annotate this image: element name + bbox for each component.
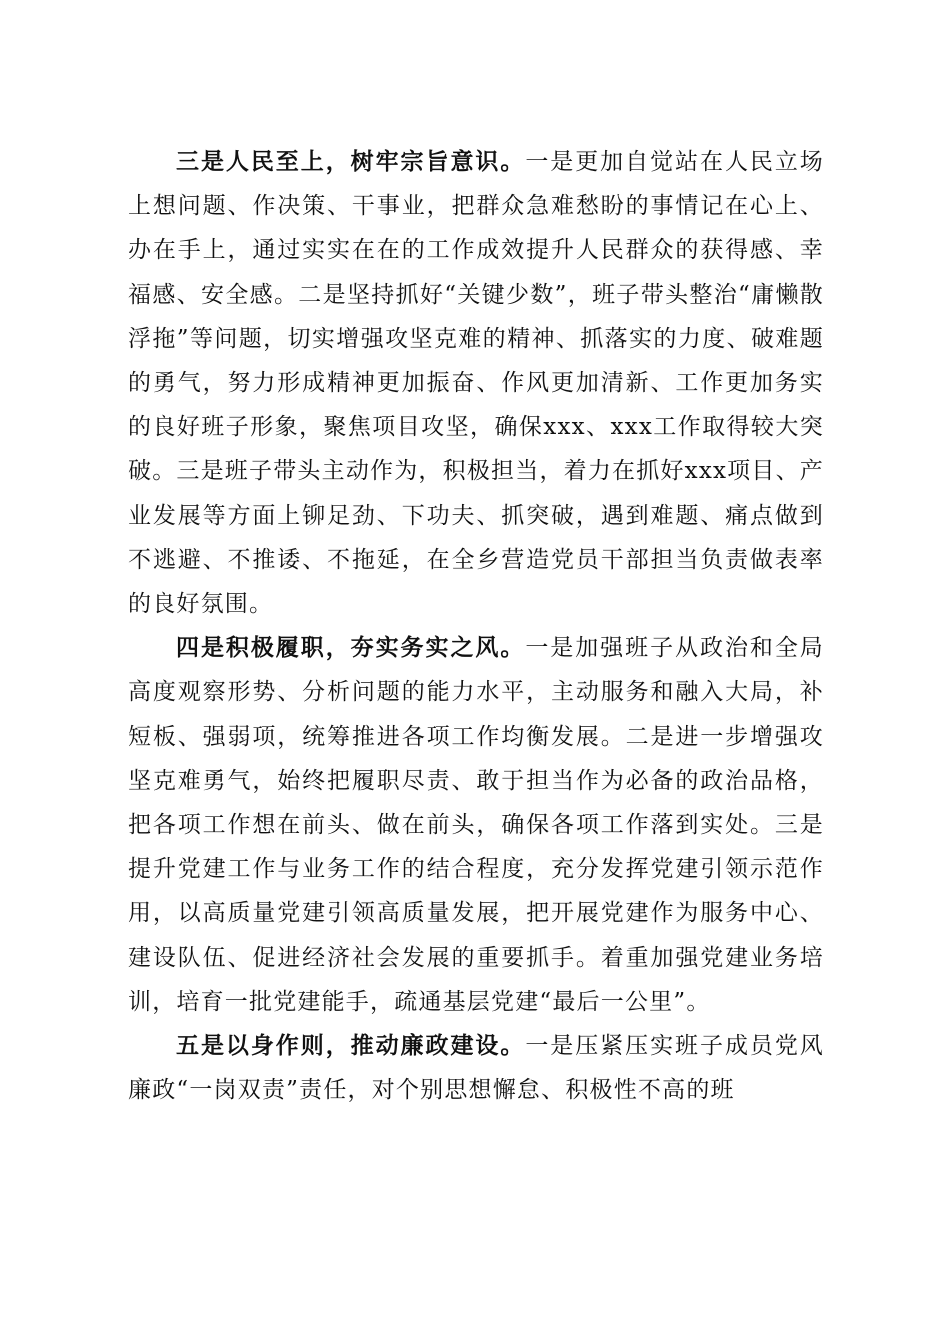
paragraph-heading: 五是以身作则，推动廉政建设。: [176, 1032, 526, 1060]
paragraph-text: 一是加强班子从政治和全局高度观察形势、分析问题的能力水平，主动服务和融入大局，补短板、强弱项，统筹推进各项工作均衡发展。二是进一步增强攻坚克难勇气，始终把履职尽责、敢于担当作为必备的政治品格，把各项工作想在前头、做在前头，确保各项工作落到实处。三是提升党建工作与业务工作的结合程度，充分发挥党建引领示范作用，以高质量党建引领高质量发展，把开展党建作为服务中心、建设队伍、促进经济社会发展的重要抓手。着重加强党建业务培训，培育一批党建能手，疏通基层党建“最后一公里”。: [128, 635, 824, 1015]
paragraph-heading: 三是人民至上，树牢宗旨意识。: [176, 148, 526, 175]
paragraph-integrity-building: [128, 1024, 824, 1112]
paragraph-heading: 四是积极履职，夯实务实之风。: [176, 634, 526, 662]
paragraph-people-first: [128, 140, 824, 626]
document-body: [128, 140, 824, 1112]
paragraph-duty-performance: [128, 626, 824, 1024]
paragraph-text: 一是压紧压实班子成员党风廉政“一岗双责”责任，对个别思想懈怠、积极性不高的班: [128, 1033, 824, 1104]
paragraph-text: 一是更加自觉站在人民立场上想问题、作决策、干事业，把群众急难愁盼的事情记在心上、办在手上，通过实实在在的工作成效提升人民群众的获得感、幸福感、安全感。二是坚持抓好“关键少数”，班子带头整治“庸懒散浮拖”等问题，切实增强攻坚克难的精神、抓落实的力度、破难题的勇气，努力形成精神更加振奋、作风更加清新、工作更加务实的良好班子形象，聚焦项目攻坚，确保xxx、xxx工作取得较大突破。三是班子带头主动作为，积极担当，着力在抓好xxx项目、产业发展等方面上铆足劲、下功夫、抓突破，遇到难题、痛点做到不逃避、不推诿、不拖延，在全乡营造党员干部担当负责做表率的良好氛围。: [128, 149, 824, 618]
